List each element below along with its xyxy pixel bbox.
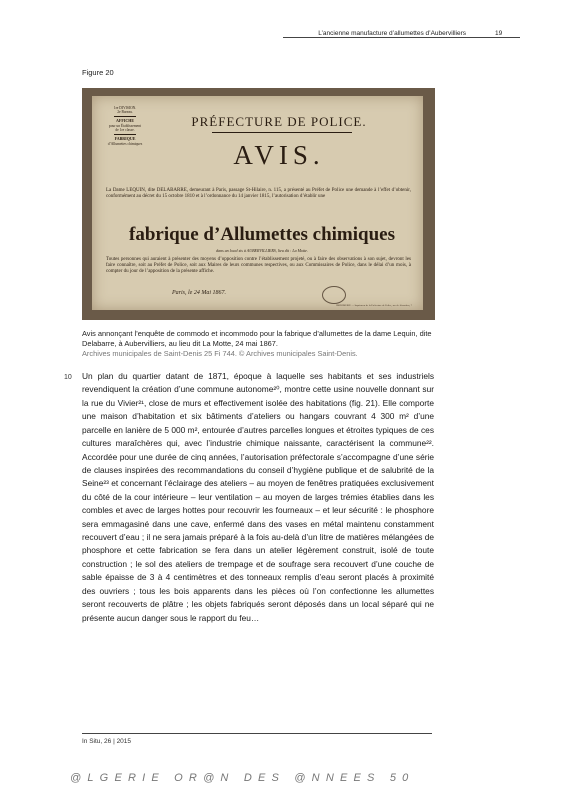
margin-rule-2: [114, 134, 136, 135]
figure-caption: Avis annonçant l’enquête de commodo et incommodo pour la fabrique d’allumettes de la dame Lequin, dite Delabarre, à Aubervilliers, au lieu dit La Motte, 24 mai 1867.: [82, 329, 432, 348]
footer-rule: [82, 733, 432, 734]
poster-body-2: Toutes personnes qui auraient à présenter des moyens d’opposition contre l’établissement projeté, ou à faire des observations à son sujet, devront les faire connaître, soit au Préfet de Police, soit aux Maires de leurs communes respectives, ou aux Commissaires de Police, dans le délai d’un mois, à compter du jour de l’apposition de la présente affiche.: [106, 257, 411, 274]
header-rule: [283, 37, 520, 38]
footer-citation: In Situ, 26 | 2015: [82, 738, 132, 745]
margin-division: 1re DIVISION.: [113, 106, 137, 110]
figure-credit: Archives municipales de Saint-Denis 25 Fi 744. © Archives municipales Saint-Denis.: [82, 349, 358, 358]
running-title: L’ancienne manufacture d’allumettes d’Aubervilliers: [318, 30, 466, 37]
poster-body: La Dame LEQUIN, dite DELABARRE, demeurant à Paris, passage St-Hilaire, n. 115, a présenté au Préfet de Police une demande à l’effet d’obtenir, conformément au décret du 15 octobre 1810 et à l’ordonnance du 14 janvier 1815, l’autorisation d’établir une: [106, 188, 411, 199]
page-number: 19: [495, 30, 503, 37]
poster-date: Paris, le 24 Mai 1867.: [172, 290, 226, 296]
poster-heading: PRÉFECTURE DE POLICE.: [191, 114, 367, 129]
margin-fabrique: FABRIQUE: [114, 136, 136, 142]
poster-fabrique: fabrique d’Allumettes chimiques: [129, 224, 395, 245]
watermark: @LGERIE OR@N DES @NNEES 50: [70, 772, 415, 784]
margin-bureau: 2e Bureau.: [117, 110, 133, 115]
margin-classe: de 1re classe.: [115, 127, 135, 132]
margin-affiche: AFFICHE: [116, 118, 134, 124]
poster-margin-box: [100, 106, 150, 164]
line-number: 10: [64, 374, 72, 381]
margin-allumettes: d’Allumettes chimiques: [107, 141, 143, 146]
poster-rule: [212, 132, 352, 133]
poster-location: dans un local sis à AUBERVILLIERS, lieu dit : La Motte.: [216, 248, 308, 253]
poster: [92, 96, 423, 310]
poster-title: AVIS.: [233, 140, 325, 170]
margin-etablissement: pour un Établissement: [108, 123, 142, 128]
margin-rule: [114, 116, 136, 117]
archive-stamp: [322, 286, 346, 304]
body-paragraph: Un plan du quartier datant de 1871, époque à laquelle ses habitants et ses industriels revendiquent la création d’une commune autonome²⁰, montre cette usine nouvelle donnant sur la rue du Vivier²¹, close de murs et effectivement isolée des habitations (fig. 21). Elle comporte une maison d’habitation et six bâtiments d’ateliers ou hangars couvrant 4 300 m² d’une parcelle en lanière de 5 000 m², entourée d’autres parcelles longues et étroites typiques de ces cultures maraîchères qui, avec l’industrie chimique naissante, caractérisent la commune²². Accordée pour une durée de cinq années, l’autorisation préfectorale s’accompagne d’une série de clauses inspirées des recommandations du conseil d’hygiène publique et de salubrité de la Seine²³ et concernant l’éclairage des ateliers – au moyen de fenêtres pratiquées exclusivement du côté de la cour intérieure – leur ventilation – au moyen de larges trémies établies dans les combles et avec de larges hottes pour recouvrir les fourneaux – et leur sécurité : le phosphore sera emmagasiné dans une cave, enfermé dans des vases en métal maintenu constamment recouvert d’eau ; il ne sera jamais préparé à la fois au-delà d’un litre de matières mélangées de phosphore et cette fabrication se fera dans un atelier légèrement construit, isolé de toute construction ; le sol des ateliers de trempage et de soufrage sera recouvert d’une couche de sable épaisse de 3 à 4 centimètres et des tonneaux remplis d’eau seront placés à proximité des ouvriers ; tous les bois apparents dans les pièces où l’on confectionne les allumettes seront recouverts de plâtre ; les objets fabriqués seront déposés dans un local séparé qui ne présente aucun danger sous le rapport du feu…: [82, 371, 434, 623]
poster-imprint: IMPRIMERIE — Imprimeur de la Préfecture de Police, rue de Jérusalem, 7: [336, 304, 412, 307]
figure-label: Figure 20: [82, 68, 114, 77]
figure-image: [82, 88, 435, 320]
